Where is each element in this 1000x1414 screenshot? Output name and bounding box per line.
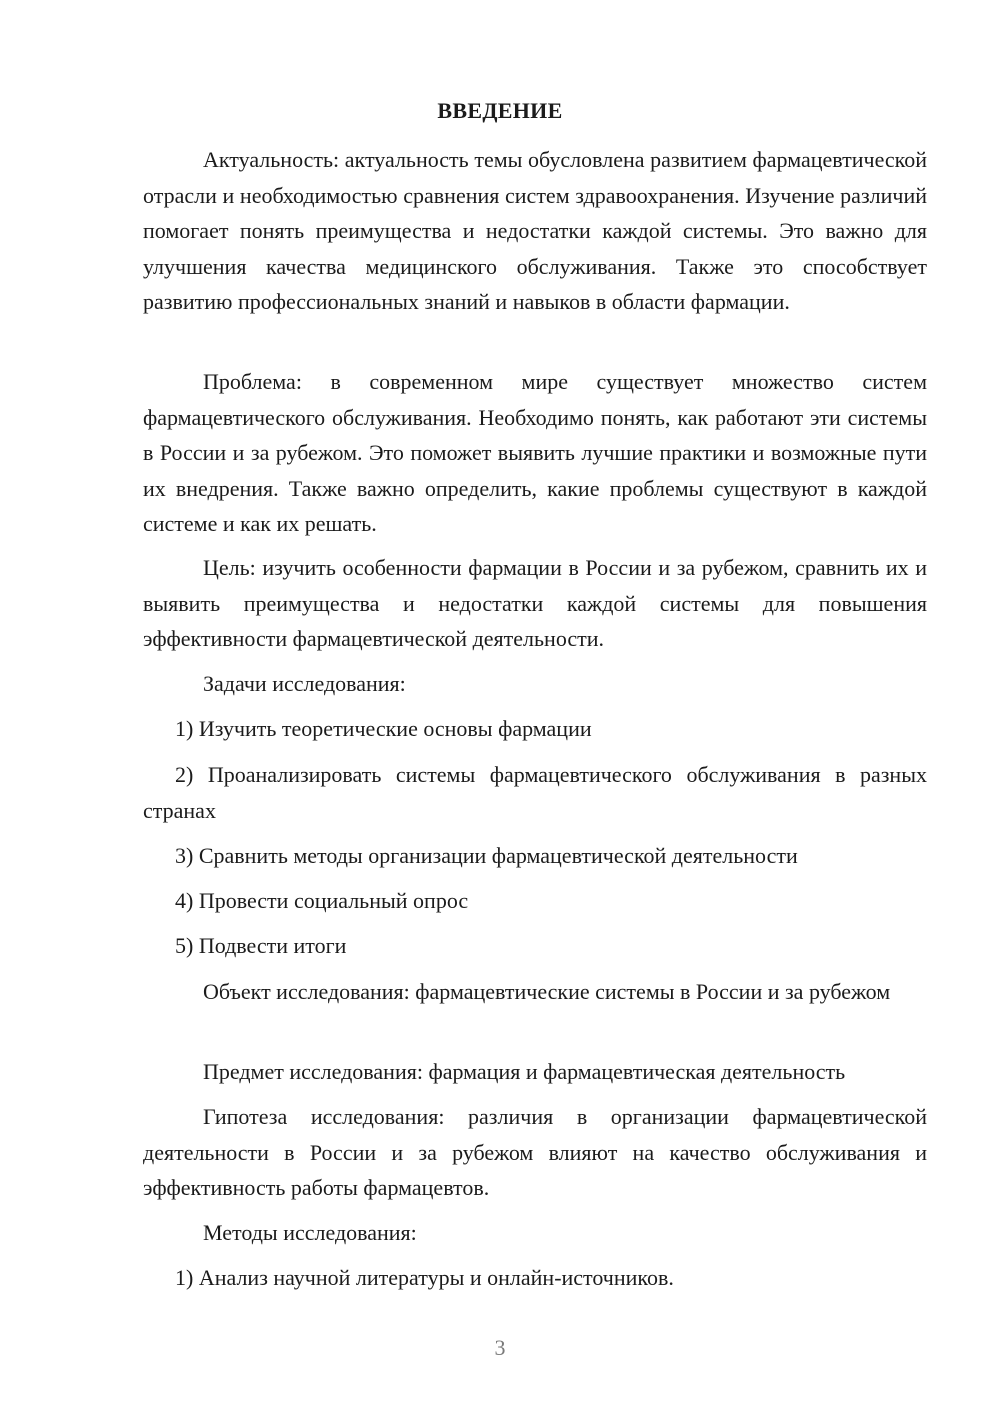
task-item-5: 5) Подвести итоги bbox=[175, 933, 347, 958]
methods-heading: Методы исследования: bbox=[203, 1220, 417, 1245]
task-item-2: 2) Проанализировать системы фармацевтического обслуживания в разных странах bbox=[143, 762, 927, 823]
method-item-1: 1) Анализ научной литературы и онлайн-источников. bbox=[175, 1265, 674, 1290]
paragraph-hypothesis: Гипотеза исследования: различия в организации фармацевтической деятельности в России и за рубежом влияют на качество обслуживания и эффективность работы фармацевтов. bbox=[143, 1104, 927, 1200]
page-title: ВВЕДЕНИЕ bbox=[437, 98, 563, 123]
task-item-1: 1) Изучить теоретические основы фармации bbox=[175, 716, 592, 741]
tasks-heading: Задачи исследования: bbox=[203, 671, 406, 696]
paragraph-relevance: Актуальность: актуальность темы обусловлена развитием фармацевтической отрасли и необходимостью сравнения систем здравоохранения. Изучение различий помогает понять преимущества и недостатки каждой системы. Это важно для улучшения качества медицинского обслуживания. Также это способствует развитию профессиональных знаний и навыков в области фармации. bbox=[143, 147, 927, 314]
paragraph-subject: Предмет исследования: фармация и фармацевтическая деятельность bbox=[203, 1059, 846, 1084]
paragraph-goal: Цель: изучить особенности фармации в России и за рубежом, сравнить их и выявить преимущества и недостатки каждой системы для повышения эффективности фармацевтической деятельности. bbox=[143, 555, 927, 651]
paragraph-problem: Проблема: в современном мире существует множество систем фармацевтического обслуживания. Необходимо понять, как работают эти системы в России и за рубежом. Это поможет выявить лучшие практики и возможные пути их внедрения. Также важно определить, какие проблемы существуют в каждой системе и как их решать. bbox=[143, 369, 927, 536]
paragraph-object: Объект исследования: фармацевтические системы в России и за рубежом bbox=[203, 979, 891, 1004]
task-item-4: 4) Провести социальный опрос bbox=[175, 888, 469, 913]
page-number: 3 bbox=[494, 1335, 506, 1360]
task-item-3: 3) Сравнить методы организации фармацевтической деятельности bbox=[175, 843, 798, 868]
